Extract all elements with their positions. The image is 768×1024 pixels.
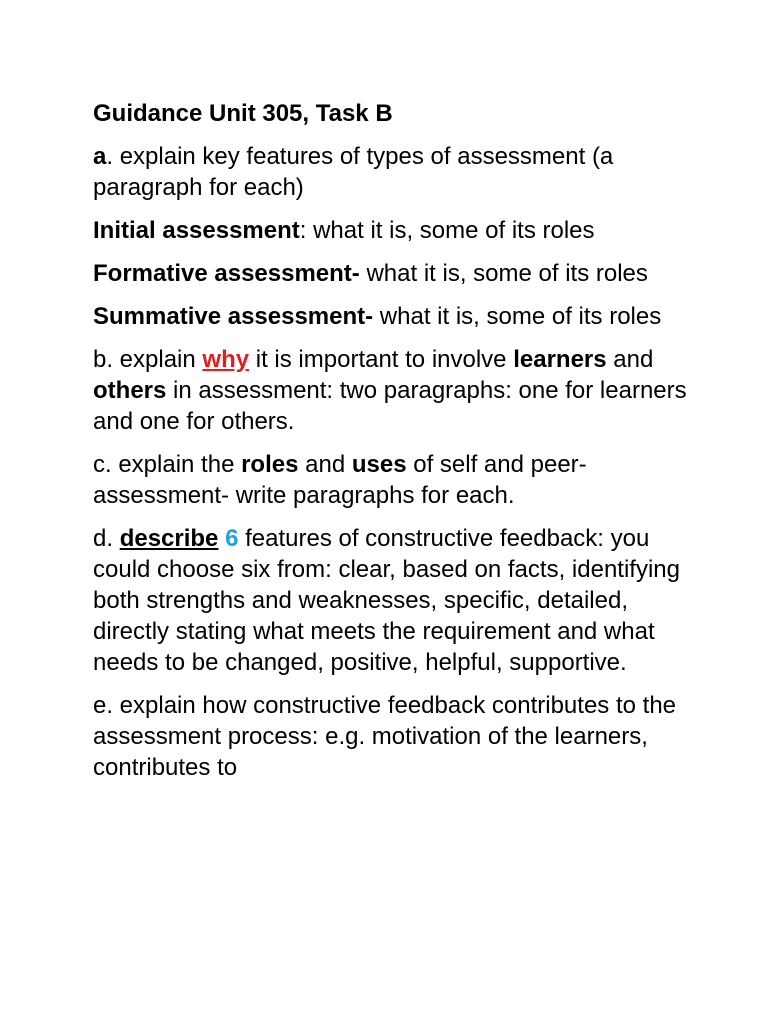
text-b-3: and <box>606 346 654 373</box>
paragraph-formative-assessment <box>93 258 693 289</box>
text-b-1: b. explain <box>93 346 203 373</box>
emphasis-why: why <box>202 346 250 373</box>
emphasis-learners: learners <box>513 346 607 373</box>
paragraph-d <box>93 523 693 678</box>
term-formative-assessment: Formative assessment- <box>93 260 360 287</box>
label-a: a <box>93 143 107 170</box>
text-b-2: it is important to involve <box>249 346 514 373</box>
text-e: e. explain how constructive feedback contributes to the assessment process: e.g. motivation of the learners, contributes to <box>93 692 677 781</box>
text-initial-assessment: : what it is, some of its roles <box>299 217 595 244</box>
paragraph-c <box>93 449 693 511</box>
text-c-3: of self and peer-assessment- write paragraphs for each. <box>93 451 587 509</box>
text-summative-assessment: what it is, some of its roles <box>373 303 662 330</box>
document-page <box>93 98 693 795</box>
document-title: Guidance Unit 305, Task B <box>93 100 393 127</box>
emphasis-roles: roles <box>241 451 299 478</box>
text-c-2: and <box>298 451 352 478</box>
paragraph-b <box>93 344 693 437</box>
text-formative-assessment: what it is, some of its roles <box>359 260 648 287</box>
text-c-1: c. explain the <box>93 451 242 478</box>
emphasis-six: 6 <box>225 525 239 552</box>
term-initial-assessment: Initial assessment <box>93 217 300 244</box>
emphasis-others: others <box>93 377 167 404</box>
emphasis-uses: uses <box>351 451 407 478</box>
paragraph-initial-assessment <box>93 215 693 246</box>
text-a: . explain key features of types of assessment (a paragraph for each) <box>93 143 614 201</box>
text-d-1: d. <box>93 525 120 552</box>
text-d-3: features of constructive feedback: you could choose six from: clear, based on facts, identifying both strengths and weaknesses, specific, detailed, directly stating what meets the requirement and what needs to be changed, positive, helpful, supportive. <box>93 525 680 676</box>
term-summative-assessment: Summative assessment- <box>93 303 374 330</box>
emphasis-describe: describe <box>119 525 219 552</box>
paragraph-e <box>93 690 693 783</box>
paragraph-a <box>93 141 693 203</box>
text-b-4: in assessment: two paragraphs: one for learners and one for others. <box>93 377 687 435</box>
paragraph-summative-assessment <box>93 301 693 332</box>
